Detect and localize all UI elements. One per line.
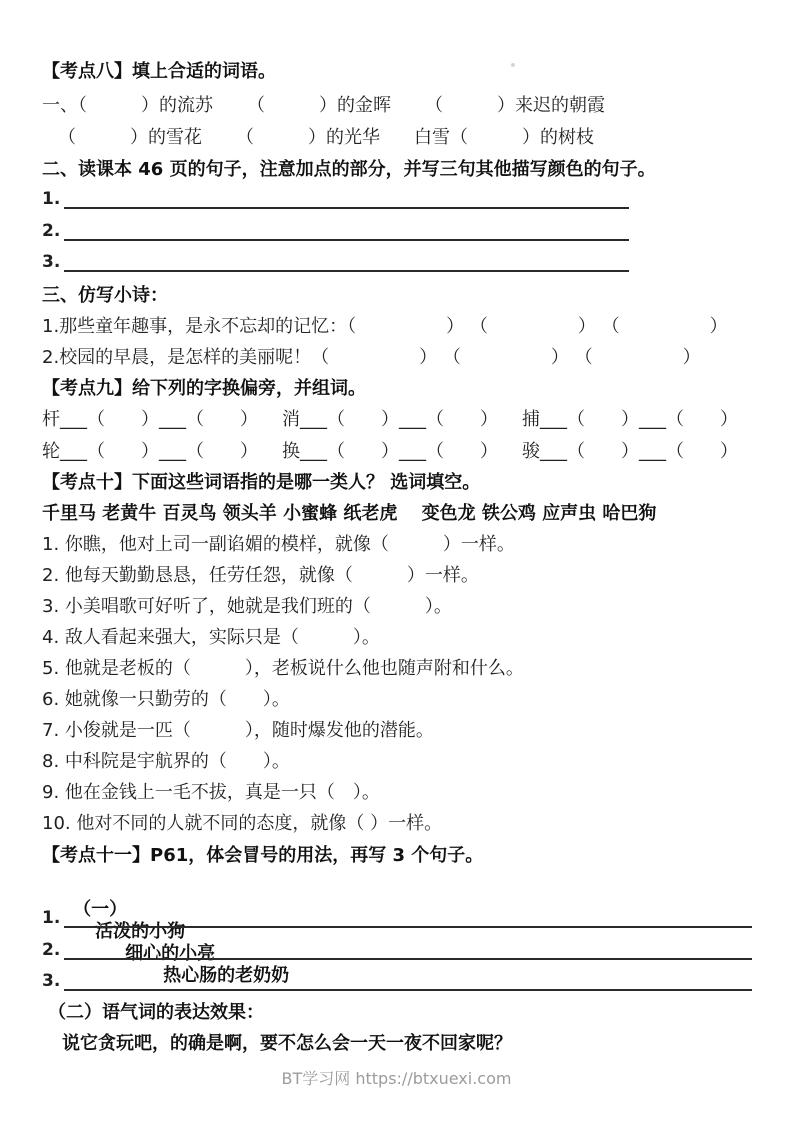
fill-blank-xuehua: （ ）的雪花: [58, 127, 202, 148]
answer-line: [42, 219, 629, 241]
question-item-7: 7. 小俊就是一匹（ ），随时爆发他的潜能。: [42, 720, 434, 741]
question-item-1: 1. 你瞧，他对上司一副谄媚的模样，就像（ ）一样。: [42, 534, 515, 555]
question-item-4: 4. 敌人看起来强大，实际只是（ ）。: [42, 627, 380, 648]
question-item-10: 10. 他对不同的人就不同的态度，就像（ ）一样。: [42, 813, 443, 834]
radical-cell-jun: 骏___（ ）___（ ）: [522, 441, 738, 462]
answer-line: [42, 938, 752, 960]
section-heading-kaodian9: 【考点九】给下列的字换偏旁，并组词。: [42, 378, 366, 399]
exercise2-heading: 二、读课本 46 页的句子，注意加点的部分，并写三句其他描写颜色的句子。: [42, 159, 656, 180]
fill-words-row-1: [42, 95, 605, 117]
fill-blank-shuzhi: 白雪（ ）的树枝: [414, 127, 594, 148]
question-item-6: 6. 她就像一只勤劳的（ ）。: [42, 689, 290, 710]
question-item-8: 8. 中科院是宇航界的（ ）。: [42, 751, 290, 772]
modal-particle-sentence: 说它贪玩吧，的确是啊，要不怎么会一天一夜不回家呢？: [62, 1033, 512, 1054]
answer-line-number: 1.: [42, 189, 61, 209]
site-watermark: BT学习网 https://btxuexi.com: [281, 1069, 512, 1088]
radical-cell-xiao: 消___（ ）___（ ）: [282, 409, 498, 430]
sub-label-one: （一）: [73, 899, 128, 920]
answer-underline: [64, 906, 752, 928]
example-xiaoliang: 细心的小亮: [125, 943, 216, 964]
answer-line-number: 1.: [42, 908, 61, 928]
fill-blank-liusu: 一、（ ）的流苏: [42, 95, 213, 116]
answer-underline: [64, 969, 752, 991]
section-heading-kaodian10: 【考点十】下面这些词语指的是哪一类人？ 选词填空。: [42, 472, 481, 493]
answer-line: [42, 187, 629, 209]
answer-line-number: 2.: [42, 940, 61, 960]
sub2-heading: （二）语气词的表达效果：: [48, 1002, 264, 1023]
answer-line: [42, 906, 752, 928]
answer-line-number: 3.: [42, 971, 61, 991]
question-item-3: 3. 小美唱歌可好听了，她就是我们班的（ ）。: [42, 596, 452, 617]
radical-cell-lun: 轮___（ ）___（ ）: [42, 441, 258, 462]
question-item-9: 9. 他在金钱上一毛不拔，真是一只（ ）。: [42, 782, 380, 803]
answer-line: [42, 969, 752, 991]
radical-cell-gan: 杆___（ ）___（ ）: [42, 409, 258, 430]
radical-row-2: [42, 441, 738, 463]
answer-underline: [64, 187, 629, 209]
question-item-5: 5. 他就是老板的（ ），老板说什么他也随声附和什么。: [42, 658, 524, 679]
fill-blank-zhaoxia: （ ）来迟的朝霞: [425, 95, 605, 116]
question-item-2: 2. 他每天勤勤恳恳，任劳任怨，就像（ ）一样。: [42, 565, 479, 586]
answer-underline: [64, 938, 752, 960]
answer-line-number: 3.: [42, 252, 61, 272]
radical-row-1: [42, 409, 738, 431]
example-puppy: 活泼的小狗: [95, 921, 186, 942]
section-heading-kaodian8: 【考点八】填上合适的词语。: [42, 61, 276, 82]
example-grandma: 热心肠的老奶奶: [163, 965, 290, 986]
answer-line: [42, 250, 629, 272]
fill-blank-guanghua: （ ）的光华: [236, 127, 380, 148]
fill-blank-jinhui: （ ）的金晖: [247, 95, 391, 116]
answer-underline: [64, 219, 629, 241]
radical-cell-huan: 换___（ ）___（ ）: [282, 441, 498, 462]
fill-words-row-2: [58, 127, 594, 149]
scan-speck: [511, 63, 515, 67]
section-heading-kaodian11: 【考点十一】P61，体会冒号的用法，再写 3 个句子。: [42, 845, 484, 866]
answer-underline: [64, 250, 629, 272]
exercise3-heading: 三、仿写小诗：: [42, 285, 168, 306]
answer-line-number: 2.: [42, 221, 61, 241]
radical-cell-bu: 捕___（ ）___（ ）: [522, 409, 738, 430]
poem-item-2: 2.校园的早晨，是怎样的美丽呢！（ ） （ ） （ ）: [42, 347, 701, 368]
poem-item-1: 1.那些童年趣事，是永不忘却的记忆：（ ） （ ） （ ）: [42, 316, 728, 337]
word-bank: 千里马 老黄牛 百灵鸟 领头羊 小蜜蜂 纸老虎 变色龙 铁公鸡 应声虫 哈巴狗: [42, 503, 657, 524]
